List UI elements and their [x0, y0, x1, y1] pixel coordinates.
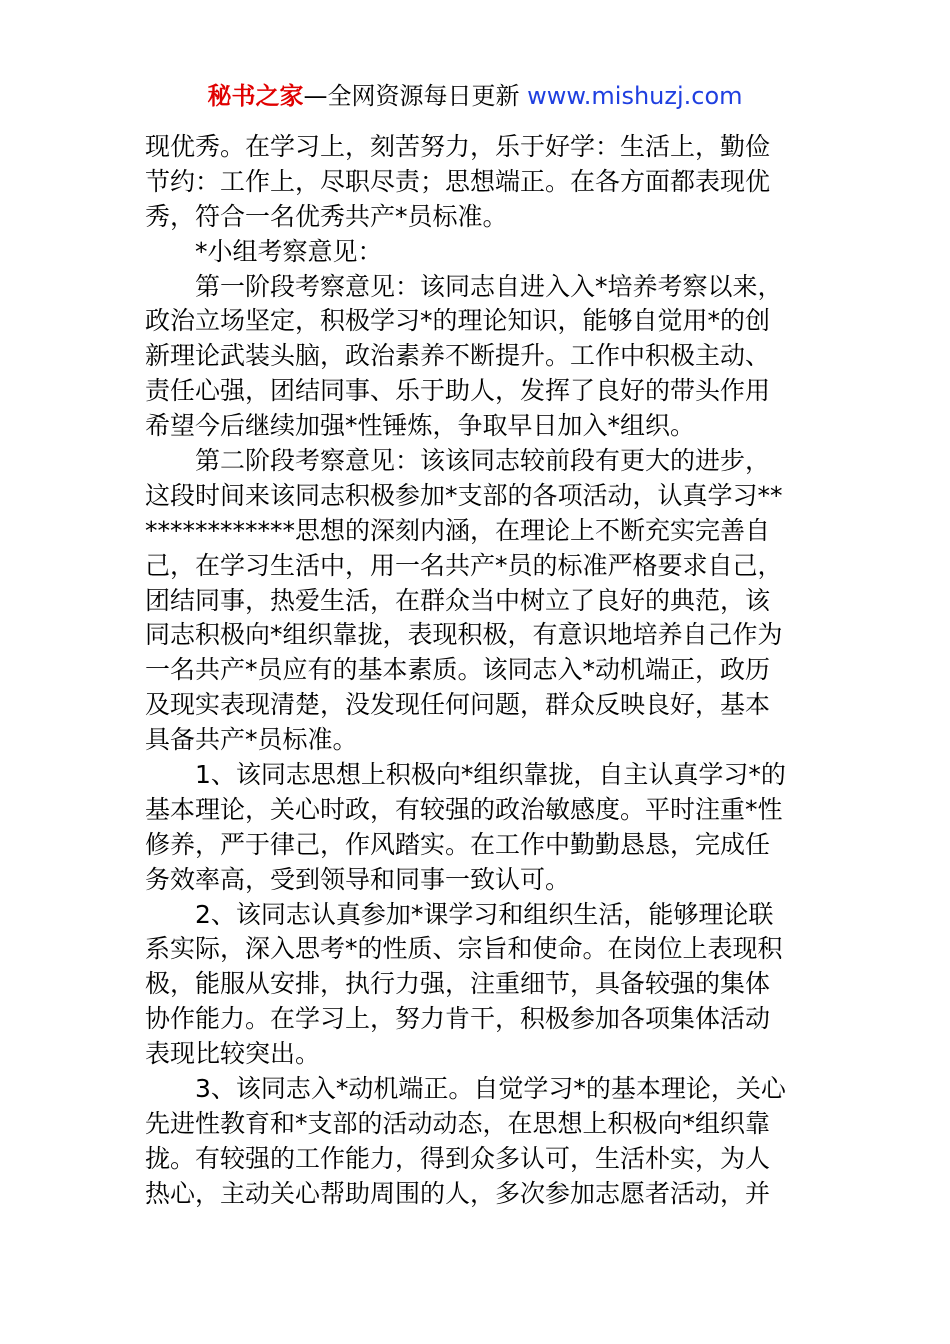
text-line: 热心，主动关心帮助周围的人，多次参加志愿者活动，并	[145, 1178, 771, 1208]
text-line: 秀，符合一名优秀共产*员标准。	[145, 201, 508, 231]
section-heading: *小组考察意见：	[195, 236, 383, 266]
text-line: 同志积极向*组织靠拢，表现积极，有意识地培养自己作为	[145, 620, 783, 650]
site-tagline: —全网资源每日更新	[303, 82, 520, 110]
text-line: 第二阶段考察意见：该该同志较前段有更大的进步，	[195, 446, 771, 476]
text-line: 现优秀。在学习上，刻苦努力，乐于好学：生活上，勤俭	[145, 132, 771, 161]
text-line: 先进性教育和*支部的活动动态，在思想上积极向*组织靠	[145, 1108, 771, 1138]
text-line: 务效率高，受到领导和同事一致认可。	[145, 864, 571, 894]
text-line: 一名共产*员应有的基本素质。该同志入*动机端正，政历	[145, 655, 771, 685]
text-line: 基本理论，关心时政，有较强的政治敏感度。平时注重*性	[145, 794, 783, 824]
text-line: 系实际，深入思考*的性质、宗旨和使命。在岗位上表现积	[145, 934, 783, 964]
text-line: 希望今后继续加强*性锤炼，争取早日加入*组织。	[145, 411, 696, 441]
text-line: 己，在学习生活中，用一名共产*员的标准严格要求自己，	[145, 550, 783, 580]
text-line: 政治立场坚定，积极学习*的理论知识，能够自觉用*的创	[145, 306, 771, 336]
text-line: 拢。有较强的工作能力，得到众多认可，生活朴实，为人	[145, 1143, 771, 1173]
text-line: 协作能力。在学习上，努力肯干，积极参加各项集体活动	[145, 1004, 771, 1034]
text-line: 表现比较突出。	[145, 1039, 321, 1069]
text-line: 团结同事，热爱生活，在群众当中树立了良好的典范，该	[145, 585, 771, 615]
site-header	[0, 80, 950, 112]
document-body	[145, 130, 813, 1212]
text-line: 2、该同志认真参加*课学习和组织生活，能够理论联	[195, 899, 774, 929]
text-line: 具备共产*员标准。	[145, 725, 358, 755]
text-line: 新理论武装头脑，政治素养不断提升。工作中积极主动、	[145, 341, 771, 371]
text-line: 节约：工作上，尽职尽责；思想端正。在各方面都表现优	[145, 166, 771, 196]
text-line: 1、该同志思想上积极向*组织靠拢，自主认真学习*的	[195, 760, 786, 790]
site-brand: 秘书之家	[207, 82, 304, 110]
text-line: 第一阶段考察意见：该同志自进入入*培养考察以来，	[195, 271, 783, 301]
text-line: 极，能服从安排，执行力强，注重细节，具备较强的集体	[145, 969, 771, 999]
text-line: 及现实表现清楚，没发现任何问题，群众反映良好，基本	[145, 690, 771, 720]
text-line: 修养，严于律己，作风踏实。在工作中勤勤恳恳，完成任	[145, 829, 771, 859]
site-url[interactable]: www.mishuzj.com	[527, 82, 743, 110]
text-line: 责任心强，团结同事、乐于助人，发挥了良好的带头作用	[145, 376, 771, 406]
text-line: 这段时间来该同志积极参加*支部的各项活动，认真学习**	[145, 480, 783, 510]
text-line: 3、该同志入*动机端正。自觉学习*的基本理论，关心	[195, 1074, 786, 1104]
text-line: ************思想的深刻内涵，在理论上不断充实完善自	[145, 515, 771, 545]
